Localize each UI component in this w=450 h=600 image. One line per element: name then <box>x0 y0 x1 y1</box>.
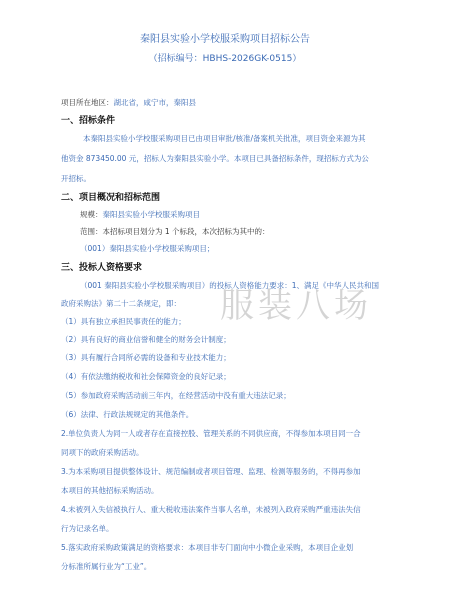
requirement-item-3: （3）具有履行合同所必需的设备和专业技术能力； <box>61 353 231 362</box>
scale-line <box>80 209 200 220</box>
scope-line <box>80 226 270 237</box>
scope-value: 本招标项目划分为 1 个标段，本次招标为其中的： <box>102 227 270 236</box>
s3-intro-line2: 政府采购法》第二十二条规定，即： <box>61 299 181 308</box>
p4-line1: 4.未被列入失信被执行人、重大税收违法案件当事人名单，未被列入政府采购严重违法失信 <box>61 505 361 514</box>
requirement-item-2: （2）具有良好的商业信誉和健全的财务会计制度； <box>61 335 231 344</box>
requirement-item-5: （5）参加政府采购活动前三年内，在经营活动中没有重大违法记录； <box>61 391 291 400</box>
requirement-item-1: （1）具有独立承担民事责任的能力； <box>61 317 186 326</box>
p5-line1: 5.落实政府采购政策满足的资格要求：本项目非专门面向中小微企业采购，本项目企业划 <box>61 543 354 552</box>
requirement-item-4: （4）有依法缴纳税收和社会保障资金的良好记录； <box>61 372 231 381</box>
p3-line2: 本项目的其他招标采购活动。 <box>61 486 159 495</box>
p2-line2: 同项下的政府采购活动。 <box>61 448 144 457</box>
page-title: 秦阳县实验小学校服采购项目招标公告 <box>140 34 310 45</box>
p3-line1: 3.为本采购项目提供整体设计、规范编制或者项目管理、监理、检测等服务的，不得再参加 <box>61 467 361 476</box>
section-heading-3: 三、投标人资格要求 <box>61 263 143 273</box>
watermark: 服装八场 <box>220 286 372 326</box>
location-label: 项目所在地区： <box>61 98 114 107</box>
project-location <box>61 97 196 108</box>
s3-intro-line1: （001 秦阳县实验小学校服采购项目）的投标人资格能力要求：1、满足《中华人民共和国 <box>80 281 379 290</box>
p4-line2: 行为记录名单。 <box>61 524 114 533</box>
s1-body-line2: 他资金 873450.00 元，招标人为秦阳县实验小学。本项目已具备招标条件，现招标方式为公 <box>61 154 369 163</box>
requirement-item-6: （6）法律、行政法规规定的其他条件。 <box>61 410 194 419</box>
scope-label: 范围： <box>80 227 103 236</box>
s1-body-line1: 本秦阳县实验小学校服采购项目已由项目审批/核准/备案机关批准，项目资金来源为其 <box>83 134 366 143</box>
tender-number: （招标编号：HBHS-2026GK-0515） <box>148 54 302 64</box>
location-value: 湖北省，咸宁市，秦阳县 <box>113 98 196 107</box>
section-heading-1: 一、招标条件 <box>61 116 116 126</box>
section-heading-2: 二、项目概况和招标范围 <box>61 193 161 203</box>
p5-line2: 分标准所属行业为“工业”。 <box>61 562 152 571</box>
p2-line1: 2.单位负责人为同一人或者存在直接控股、管理关系的不同供应商，不得参加本项目同一合 <box>61 429 361 438</box>
lot-line: （001）秦阳县实验小学校服采购项目； <box>80 244 215 253</box>
scale-label: 规模： <box>80 210 103 219</box>
scale-value: 秦阳县实验小学校服采购项目 <box>102 210 200 219</box>
s1-body-line3: 开招标。 <box>61 174 91 183</box>
